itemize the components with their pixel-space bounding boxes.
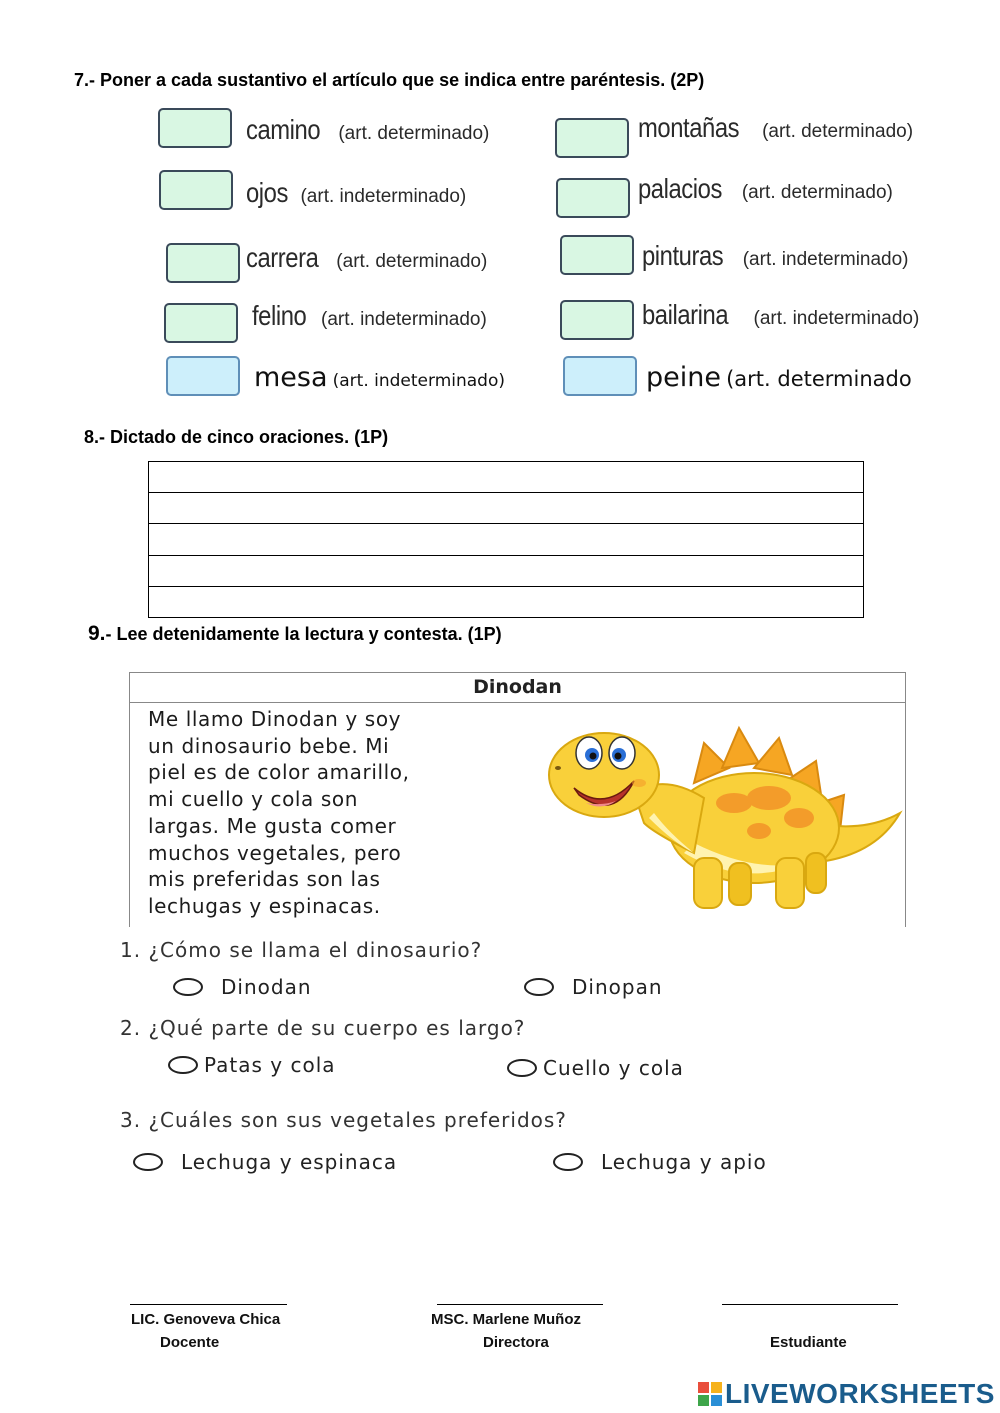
option-q3-b[interactable]: Lechuga y apio — [553, 1150, 767, 1174]
signature-name-directora: MSC. Marlene Muñoz — [431, 1311, 582, 1328]
radio-circle-icon[interactable] — [133, 1153, 163, 1171]
noun-bailarina: bailarina (art. indeterminado) — [642, 299, 920, 330]
question-1: 1. ¿Cómo se llama el dinosaurio? — [120, 938, 483, 962]
noun-felino: felino (art. indeterminado) — [252, 300, 487, 331]
answer-box-ojos[interactable] — [159, 170, 233, 210]
option-q3-a[interactable]: Lechuga y espinaca — [133, 1150, 397, 1174]
signature-line-estudiante — [722, 1304, 898, 1305]
signature-line-docente — [130, 1304, 287, 1305]
reading-line: piel es de color amarillo, — [148, 760, 410, 785]
reading-line: mi cuello y cola son — [148, 787, 359, 812]
reading-text — [148, 706, 558, 920]
dictation-line[interactable] — [149, 524, 863, 555]
radio-circle-icon[interactable] — [553, 1153, 583, 1171]
reading-line: mis preferidas son las — [148, 867, 381, 892]
answer-box-montanas[interactable] — [555, 118, 629, 158]
signature-role-directora: Directora — [483, 1334, 549, 1351]
dinosaur-illustration — [544, 713, 904, 923]
section-9-instruction: - Lee detenidamente la lectura y contesta. (1P) — [105, 624, 502, 644]
answer-box-bailarina[interactable] — [560, 300, 634, 340]
answer-box-carrera[interactable] — [166, 243, 240, 283]
radio-circle-icon[interactable] — [507, 1059, 537, 1077]
reading-line: un dinosaurio bebe. Mi — [148, 733, 390, 758]
noun-carrera: carrera (art. determinado) — [246, 242, 488, 273]
option-q1-a[interactable]: Dinodan — [173, 975, 312, 999]
noun-ojos: ojos (art. indeterminado) — [246, 177, 467, 208]
answer-box-felino[interactable] — [164, 303, 238, 343]
noun-palacios: palacios (art. determinado) — [638, 173, 893, 204]
liveworksheets-logo — [697, 1377, 995, 1411]
answer-box-pinturas[interactable] — [560, 235, 634, 275]
liveworksheets-mark-icon — [697, 1380, 723, 1408]
signature-role-estudiante: Estudiante — [770, 1334, 847, 1351]
reading-title: Dinodan — [130, 673, 905, 703]
radio-circle-icon[interactable] — [173, 978, 203, 996]
signature-role-docente: Docente — [160, 1334, 220, 1351]
dictation-lines — [148, 461, 864, 618]
signature-name-docente: LIC. Genoveva Chica — [131, 1311, 281, 1328]
reading-box — [129, 672, 906, 927]
dictation-line[interactable] — [149, 556, 863, 587]
noun-mesa: mesa (art. indeterminado) — [254, 362, 505, 393]
section-9-title — [88, 622, 502, 646]
noun-camino: camino (art. determinado) — [246, 114, 490, 145]
noun-pinturas: pinturas (art. indeterminado) — [642, 240, 909, 271]
article-exercise — [150, 100, 950, 405]
signature-line-directora — [437, 1304, 603, 1305]
dictation-line[interactable] — [149, 493, 863, 524]
reading-line: Me llamo Dinodan y soy — [148, 707, 402, 731]
dictation-line[interactable] — [149, 587, 863, 618]
answer-box-peine[interactable] — [563, 356, 637, 396]
answer-box-palacios[interactable] — [556, 178, 630, 218]
section-9-number: 9. — [88, 622, 106, 645]
radio-circle-icon[interactable] — [168, 1056, 198, 1074]
section-8-title: 8.- Dictado de cinco oraciones. (1P) — [84, 427, 389, 447]
noun-montanas: montañas (art. determinado) — [638, 112, 914, 143]
dictation-line[interactable] — [149, 462, 863, 493]
reading-line: largas. Me gusta comer — [148, 813, 397, 838]
section-7-title: 7.- Poner a cada sustantivo el artículo que se indica entre paréntesis. (2P) — [74, 70, 705, 90]
reading-line: muchos vegetales, pero — [148, 840, 402, 865]
noun-peine: peine (art. determinado — [646, 362, 912, 393]
reading-line: lechugas y espinacas. — [148, 893, 381, 918]
question-3: 3. ¿Cuáles son sus vegetales preferidos? — [120, 1108, 567, 1132]
question-2: 2. ¿Qué parte de su cuerpo es largo? — [120, 1016, 526, 1040]
answer-box-mesa[interactable] — [166, 356, 240, 396]
option-q1-b[interactable]: Dinopan — [524, 975, 663, 999]
option-q2-b[interactable]: Cuello y cola — [507, 1056, 684, 1080]
answer-box-camino[interactable] — [158, 108, 232, 148]
liveworksheets-wordmark: LIVEWORKSHEETS — [725, 1378, 995, 1409]
radio-circle-icon[interactable] — [524, 978, 554, 996]
option-q2-a[interactable]: Patas y cola — [168, 1053, 336, 1077]
